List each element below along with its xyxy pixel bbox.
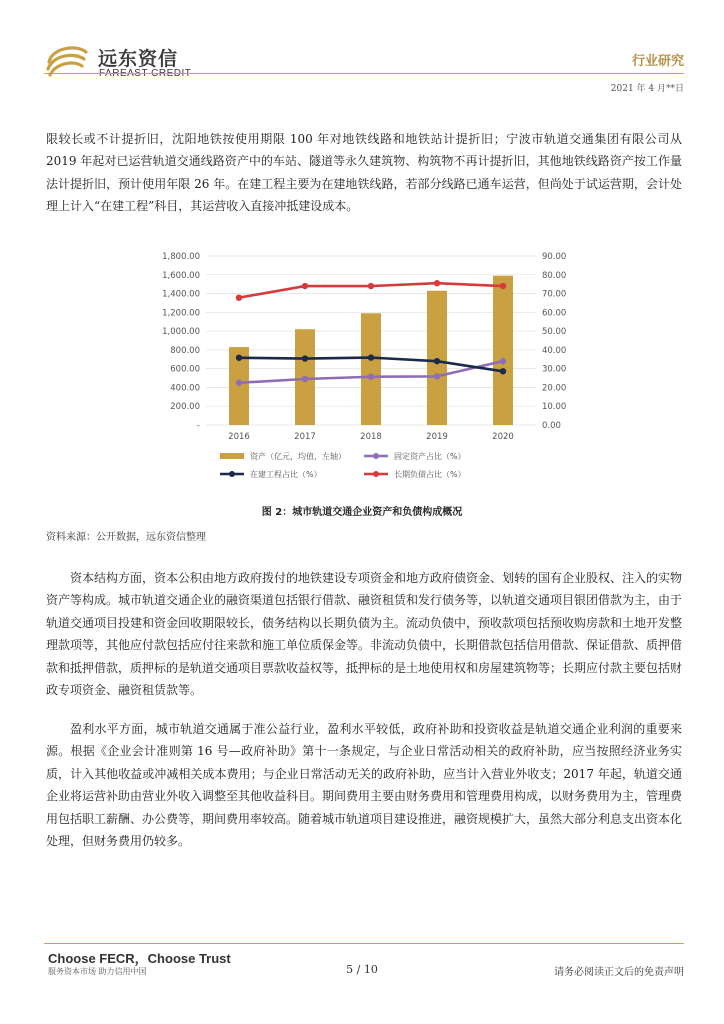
long-term-debt-ratio-point — [368, 283, 374, 289]
left-axis-tick-label: - — [196, 421, 200, 431]
construction-ratio-point — [500, 368, 506, 374]
footer-divider — [44, 943, 684, 944]
long-term-debt-ratio-point — [500, 283, 506, 289]
left-axis-tick-label: 200.00 — [170, 402, 200, 413]
report-date: 2021 年 4 月**日 — [610, 84, 684, 94]
right-axis-tick-label: 10.00 — [542, 402, 567, 413]
right-axis-tick-label: 60.00 — [542, 308, 567, 319]
left-axis-tick-label: 1,400.00 — [162, 289, 200, 300]
footer-subslogan: 服务资本市场 助力信用中国 — [48, 967, 147, 976]
left-axis-tick-label: 600.00 — [170, 364, 200, 375]
footer-disclaimer: 请务必阅读正文后的免责声明 — [554, 967, 684, 978]
right-axis-tick-label: 0.00 — [542, 421, 561, 431]
legend-asset-label: 资产（亿元，均值，左轴） — [250, 452, 346, 461]
legend-fixed-asset-marker — [373, 453, 379, 459]
legend-construction-marker — [229, 471, 235, 477]
long-term-debt-ratio-point — [434, 280, 440, 286]
header-divider — [44, 73, 684, 74]
x-axis-tick-label: 2019 — [426, 432, 448, 442]
construction-ratio-point — [302, 355, 308, 361]
left-axis-tick-label: 1,800.00 — [162, 252, 200, 262]
right-axis-tick-label: 20.00 — [542, 383, 567, 394]
paragraph-profitability: 盈利水平方面，城市轨道交通属于准公益行业，盈利水平较低，政府补助和投资收益是轨道交通企业利润的重要来源。根据《企业会计准则第 16 号—政府补助》第十一条规定，与企业日常活动相关的政府补助，应当按照经济业务实质，计入其他收益或冲减相关成本费用；与企业日常活动无关的政府补助，应当计入营业外收支；2017 年起，轨道交通企业将运营补助由营业外收入调整至其他收益科目。期间费用主要由财务费用和管理费用构成，以财务费用为主，管理费用包括职工薪酬、办公费等，期间费用率较高。随着城市轨道项目建设推进，融资规模扩大，虽然大部分利息支出资本化处理，但财务费用仍较多。 — [46, 722, 683, 849]
right-axis-tick-label: 80.00 — [542, 270, 567, 281]
x-axis-tick-label: 2020 — [492, 432, 514, 442]
fixed-asset-ratio-point — [302, 376, 308, 382]
page-header — [0, 0, 724, 100]
right-axis-tick-label: 50.00 — [542, 327, 567, 338]
construction-ratio-point — [236, 355, 242, 361]
x-axis-tick-label: 2016 — [228, 432, 250, 442]
construction-ratio-point — [434, 358, 440, 364]
fixed-asset-ratio-point — [434, 373, 440, 379]
left-axis-tick-label: 1,600.00 — [162, 270, 200, 281]
figure-caption: 图 2：城市轨道交通企业资产和负债构成概况 — [261, 507, 463, 518]
fixed-asset-ratio-point — [500, 358, 506, 364]
body-paragraph — [46, 567, 682, 701]
page-number: 5 / 10 — [346, 963, 378, 976]
footer-slogan: Choose FECR，Choose Trust — [48, 951, 231, 966]
right-axis-tick-label: 40.00 — [542, 345, 567, 356]
construction-ratio-point — [368, 354, 374, 360]
fixed-asset-ratio-point — [368, 374, 374, 380]
asset-bar — [427, 291, 447, 425]
brand-name-cn: 远东资信 — [98, 48, 179, 70]
right-axis-tick-label: 70.00 — [542, 289, 567, 300]
asset-bar — [361, 313, 381, 425]
asset-liability-chart — [150, 242, 580, 492]
left-axis-tick-label: 1,200.00 — [162, 308, 200, 319]
left-axis-tick-label: 800.00 — [170, 345, 200, 356]
left-axis-tick-label: 400.00 — [170, 383, 200, 394]
paragraph-capital-structure: 资本结构方面，资本公积由地方政府拨付的地铁建设专项资金和地方政府债资金、划转的国有企业股权、注入的实物资产等构成。城市轨道交通企业的融资渠道包括银行借款、融资租赁和发行债务等，以轨道交通项目银团借款为主，由于轨道交通项目投建和资金回收期限较长，债务结构以长期负债为主。流动负债中，预收款项包括预收购房款和土地开发整理款项等，其他应付款包括应付往来款和施工单位质保金等。非流动负债中，长期借款包括信用借款、保证借款、质押借款和抵押借款，质押标的是轨道交通项目票款收益权等，抵押标的是土地使用权和房屋建筑物等；长期应付款主要包括财政专项资金、融资租赁款等。 — [46, 571, 683, 698]
legend-construction-label: 在建工程占比（%） — [250, 470, 322, 479]
figure-source: 资料来源：公开数据，远东资信整理 — [46, 532, 206, 543]
right-axis-tick-label: 90.00 — [542, 252, 567, 262]
paragraph-depreciation: 限较长或不计提折旧，沈阳地铁按使用期限 100 年对地铁线路和地铁站计提折旧；宁波市轨道交通集团有限公司从 2019 年起对已运营轨道交通线路资产中的车站、隧道等永久建筑物、构筑物不再计提折旧，其他地铁线路资产按工作量法计提折旧，预计使用年限 26 年。在建工程主要为在建地铁线路，若部分线路已通车运营，但尚处于试运营期，会计处理上计入“在建工程”科目，其运营收入直接冲抵建设成本。 — [46, 132, 682, 214]
asset-bar — [493, 276, 513, 425]
x-axis-tick-label: 2018 — [360, 432, 382, 442]
body-paragraph — [46, 128, 682, 218]
legend-long-term-debt-label: 长期负债占比（%） — [394, 470, 466, 479]
legend-long-term-debt-marker — [373, 471, 379, 477]
legend-asset-swatch — [220, 453, 244, 459]
fixed-asset-ratio-point — [236, 380, 242, 386]
section-label: 行业研究 — [631, 54, 684, 69]
x-axis-tick-label: 2017 — [294, 432, 316, 442]
right-axis-tick-label: 30.00 — [542, 364, 567, 375]
long-term-debt-ratio-point — [236, 294, 242, 300]
left-axis-tick-label: 1,000.00 — [162, 327, 200, 338]
long-term-debt-ratio-point — [302, 283, 308, 289]
body-paragraph — [46, 718, 682, 852]
legend-fixed-asset-label: 固定资产占比（%） — [394, 452, 466, 461]
